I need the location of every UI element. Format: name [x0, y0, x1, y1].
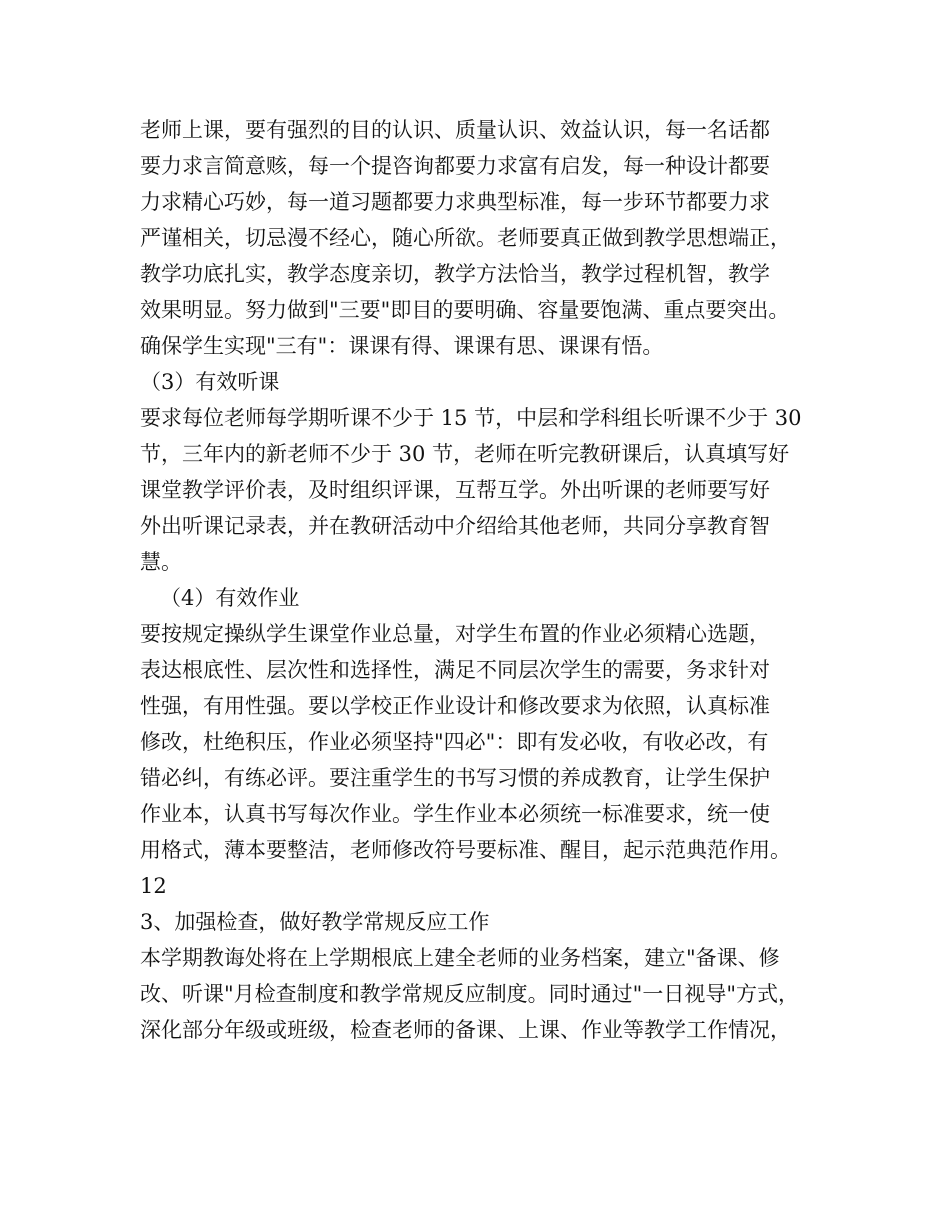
paragraph-line: 慧。 [140, 550, 182, 574]
paragraph-line: 修改，杜绝积压，作业必须坚持"四必"：即有发必收，有收必改，有 [140, 730, 769, 754]
paragraph-line: 老师上课，要有强烈的目的认识、质量认识、效益认识，每一名话都 [140, 118, 770, 142]
paragraph-line: 力求精心巧妙，每一道习题都要力求典型标准，每一步环节都要力求 [140, 190, 770, 214]
paragraph-line: 本学期教诲处将在上学期根底上建全老师的业务档案，建立"备课、修 [140, 946, 780, 970]
paragraph-line: 作业本，认真书写每次作业。学生作业本必须统一标准要求，统一使 [140, 802, 770, 826]
section-heading: 3、加强检查，做好教学常规反应工作 [140, 910, 490, 934]
paragraph-line: 性强，有用性强。要以学校正作业设计和修改要求为依照，认真标准 [140, 694, 770, 718]
paragraph-line: 课堂教学评价表，及时组织评课，互帮互学。外出听课的老师要写好 [140, 478, 770, 502]
paragraph-line: 改、听课"月检查制度和教学常规反应制度。同时通过"一日视导"方式， [140, 982, 799, 1006]
page-number: 12 [140, 874, 167, 898]
paragraph-line: 外出听课记录表，并在教研活动中介绍给其他老师，共同分享教育智 [140, 514, 770, 538]
paragraph-line: 效果明显。努力做到"三要"即目的要明确、容量要饱满、重点要突出。 [140, 298, 790, 322]
paragraph-line: 要求每位老师每学期听课不少于 15 节，中层和学科组长听课不少于 30 [140, 406, 802, 430]
paragraph-line: 确保学生实现"三有"：课课有得、课课有思、课课有悟。 [140, 334, 664, 358]
paragraph-line: 要力求言简意赅，每一个提咨询都要力求富有启发，每一种设计都要 [140, 154, 770, 178]
paragraph-line: 节，三年内的新老师不少于 30 节，老师在听完教研课后，认真填写好 [140, 442, 790, 466]
section-heading: （4）有效作业 [160, 586, 300, 610]
paragraph-line: 严谨相关，切忌漫不经心，随心所欲。老师要真正做到教学思想端正， [140, 226, 791, 250]
paragraph-line: 错必纠，有练必评。要注重学生的书写习惯的养成教育，让学生保护 [140, 766, 770, 790]
paragraph-line: 要按规定操纵学生课堂作业总量，对学生布置的作业必须精心选题， [140, 622, 770, 646]
paragraph-line: 用格式，薄本要整洁，老师修改符号要标准、醒目，起示范典范作用。 [140, 838, 791, 862]
paragraph-line: 表达根底性、层次性和选择性，满足不同层次学生的需要，务求针对 [140, 658, 770, 682]
section-heading: （3）有效听课 [140, 370, 280, 394]
paragraph-line: 教学功底扎实，教学态度亲切，教学方法恰当，教学过程机智，教学 [140, 262, 770, 286]
paragraph-line: 深化部分年级或班级，检查老师的备课、上课、作业等教学工作情况， [140, 1018, 791, 1042]
